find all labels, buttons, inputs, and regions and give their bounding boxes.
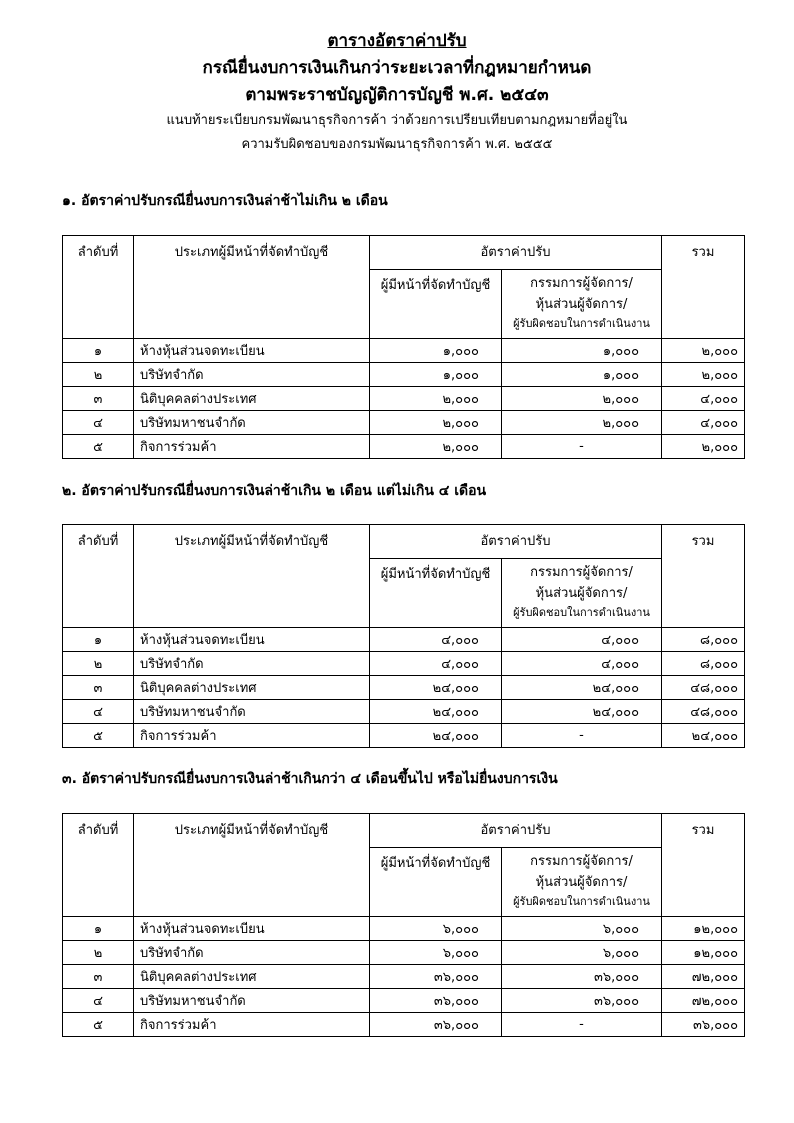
cell-no: ๔ xyxy=(63,700,134,724)
cell-owner-fine: ๒,๐๐๐ xyxy=(370,411,502,435)
cell-total: ๔๘,๐๐๐ xyxy=(662,700,745,724)
cell-total: ๑๒,๐๐๐ xyxy=(662,917,745,941)
cell-no: ๔ xyxy=(63,989,134,1013)
table-row xyxy=(63,628,745,652)
document-subtitle-1: กรณียื่นงบการเงินเกินกว่าระยะเวลาที่กฎหมายกำหนด xyxy=(202,58,592,78)
cell-director-fine: ๓๖,๐๐๐ xyxy=(502,989,662,1013)
table-row xyxy=(63,700,745,724)
table-row xyxy=(63,724,745,748)
cell-total: ๒๔,๐๐๐ xyxy=(662,724,745,748)
col-header-director-line2: หุ้นส่วนผู้จัดการ/ xyxy=(535,297,628,312)
cell-owner-fine: ๒๔,๐๐๐ xyxy=(370,724,502,748)
cell-type: บริษัทจำกัด xyxy=(134,941,370,965)
cell-no: ๕ xyxy=(63,724,134,748)
cell-owner-fine: ๑,๐๐๐ xyxy=(370,363,502,387)
cell-total: ๗๒,๐๐๐ xyxy=(662,965,745,989)
cell-no: ๑ xyxy=(63,339,134,363)
table-row xyxy=(63,435,745,459)
col-header-director-line3: ผู้รับผิดชอบในการดำเนินงาน xyxy=(513,317,650,330)
col-header-director xyxy=(502,270,662,339)
cell-no: ๓ xyxy=(63,387,134,411)
cell-no: ๑ xyxy=(63,917,134,941)
cell-type: นิติบุคคลต่างประเทศ xyxy=(134,387,370,411)
cell-owner-fine: ๓๖,๐๐๐ xyxy=(370,965,502,989)
cell-total: ๒,๐๐๐ xyxy=(662,435,745,459)
cell-owner-fine: ๑,๐๐๐ xyxy=(370,339,502,363)
cell-director-fine: ๒๔,๐๐๐ xyxy=(502,700,662,724)
col-header-no: ลำดับที่ xyxy=(63,525,134,628)
document-subtitle-2: ตามพระราชบัญญัติการบัญชี พ.ศ. ๒๕๔๓ xyxy=(245,85,549,105)
table-row xyxy=(63,652,745,676)
cell-owner-fine: ๔,๐๐๐ xyxy=(370,652,502,676)
col-header-director-line3: ผู้รับผิดชอบในการดำเนินงาน xyxy=(513,895,650,908)
table-row xyxy=(63,363,745,387)
cell-owner-fine: ๔,๐๐๐ xyxy=(370,628,502,652)
cell-director-fine: ๔,๐๐๐ xyxy=(502,652,662,676)
cell-no: ๑ xyxy=(63,628,134,652)
document-title: ตารางอัตราค่าปรับ xyxy=(327,31,467,51)
table-row xyxy=(63,339,745,363)
cell-total: ๔,๐๐๐ xyxy=(662,411,745,435)
fine-table-1 xyxy=(62,235,745,459)
col-header-owner: ผู้มีหน้าที่จัดทำบัญชี xyxy=(370,848,502,917)
table-row xyxy=(63,411,745,435)
cell-owner-fine: ๖,๐๐๐ xyxy=(370,917,502,941)
cell-director-fine: ๑,๐๐๐ xyxy=(502,363,662,387)
cell-director-fine: - xyxy=(502,1013,662,1037)
cell-owner-fine: ๖,๐๐๐ xyxy=(370,941,502,965)
col-header-fine: อัตราค่าปรับ xyxy=(370,236,662,270)
cell-total: ๓๖,๐๐๐ xyxy=(662,1013,745,1037)
cell-owner-fine: ๓๖,๐๐๐ xyxy=(370,1013,502,1037)
cell-type: บริษัทมหาชนจำกัด xyxy=(134,411,370,435)
cell-owner-fine: ๒,๐๐๐ xyxy=(370,435,502,459)
col-header-total: รวม xyxy=(662,814,745,917)
cell-director-fine: ๖,๐๐๐ xyxy=(502,917,662,941)
cell-type: บริษัทมหาชนจำกัด xyxy=(134,700,370,724)
cell-no: ๒ xyxy=(63,652,134,676)
document-note-2: ความรับผิดชอบของกรมพัฒนาธุรกิจการค้า พ.ศ. ๒๕๕๕ xyxy=(241,137,553,152)
col-header-director-line1: กรรมการผู้จัดการ/ xyxy=(530,276,633,291)
cell-no: ๕ xyxy=(63,1013,134,1037)
cell-total: ๗๒,๐๐๐ xyxy=(662,989,745,1013)
col-header-type: ประเภทผู้มีหน้าที่จัดทำบัญชี xyxy=(134,525,370,628)
table-row xyxy=(63,941,745,965)
cell-no: ๕ xyxy=(63,435,134,459)
cell-director-fine: - xyxy=(502,724,662,748)
fine-table-2 xyxy=(62,524,745,748)
cell-director-fine: ๑,๐๐๐ xyxy=(502,339,662,363)
cell-director-fine: ๖,๐๐๐ xyxy=(502,941,662,965)
cell-total: ๘,๐๐๐ xyxy=(662,652,745,676)
cell-no: ๒ xyxy=(63,941,134,965)
cell-no: ๒ xyxy=(63,363,134,387)
cell-no: ๔ xyxy=(63,411,134,435)
cell-director-fine: ๒๔,๐๐๐ xyxy=(502,676,662,700)
cell-type: กิจการร่วมค้า xyxy=(134,724,370,748)
cell-owner-fine: ๓๖,๐๐๐ xyxy=(370,989,502,1013)
cell-type: บริษัทจำกัด xyxy=(134,652,370,676)
col-header-director xyxy=(502,848,662,917)
cell-no: ๓ xyxy=(63,676,134,700)
cell-total: ๘,๐๐๐ xyxy=(662,628,745,652)
col-header-no: ลำดับที่ xyxy=(63,814,134,917)
cell-no: ๓ xyxy=(63,965,134,989)
table-row xyxy=(63,965,745,989)
col-header-fine: อัตราค่าปรับ xyxy=(370,814,662,848)
cell-director-fine: ๒,๐๐๐ xyxy=(502,387,662,411)
cell-type: กิจการร่วมค้า xyxy=(134,435,370,459)
cell-type: นิติบุคคลต่างประเทศ xyxy=(134,965,370,989)
col-header-no: ลำดับที่ xyxy=(63,236,134,339)
table-row xyxy=(63,1013,745,1037)
cell-type: ห้างหุ้นส่วนจดทะเบียน xyxy=(134,917,370,941)
section-2-heading: ๒. อัตราค่าปรับกรณียื่นงบการเงินล่าช้าเกิน ๒ เดือน แต่ไม่เกิน ๔ เดือน xyxy=(62,483,487,499)
fine-table-3 xyxy=(62,813,745,1037)
cell-director-fine: ๓๖,๐๐๐ xyxy=(502,965,662,989)
col-header-type: ประเภทผู้มีหน้าที่จัดทำบัญชี xyxy=(134,236,370,339)
cell-type: ห้างหุ้นส่วนจดทะเบียน xyxy=(134,628,370,652)
col-header-director-line3: ผู้รับผิดชอบในการดำเนินงาน xyxy=(513,606,650,619)
title-block xyxy=(0,28,794,157)
cell-director-fine: - xyxy=(502,435,662,459)
cell-director-fine: ๒,๐๐๐ xyxy=(502,411,662,435)
col-header-director-line1: กรรมการผู้จัดการ/ xyxy=(530,854,633,869)
col-header-total: รวม xyxy=(662,236,745,339)
cell-total: ๒,๐๐๐ xyxy=(662,339,745,363)
col-header-type: ประเภทผู้มีหน้าที่จัดทำบัญชี xyxy=(134,814,370,917)
document-note-1: แนบท้ายระเบียบกรมพัฒนาธุรกิจการค้า ว่าด้วยการเปรียบเทียบตามกฎหมายที่อยู่ใน xyxy=(166,113,628,128)
col-header-fine: อัตราค่าปรับ xyxy=(370,525,662,559)
table-row xyxy=(63,676,745,700)
cell-total: ๒,๐๐๐ xyxy=(662,363,745,387)
cell-type: กิจการร่วมค้า xyxy=(134,1013,370,1037)
col-header-director-line1: กรรมการผู้จัดการ/ xyxy=(530,565,633,580)
table-row xyxy=(63,387,745,411)
cell-type: บริษัทมหาชนจำกัด xyxy=(134,989,370,1013)
col-header-owner: ผู้มีหน้าที่จัดทำบัญชี xyxy=(370,559,502,628)
table-row xyxy=(63,989,745,1013)
section-3-heading: ๓. อัตราค่าปรับกรณียื่นงบการเงินล่าช้าเกินกว่า ๔ เดือนขึ้นไป หรือไม่ยื่นงบการเงิน xyxy=(62,771,558,787)
col-header-director xyxy=(502,559,662,628)
cell-type: บริษัทจำกัด xyxy=(134,363,370,387)
col-header-owner: ผู้มีหน้าที่จัดทำบัญชี xyxy=(370,270,502,339)
cell-director-fine: ๔,๐๐๐ xyxy=(502,628,662,652)
cell-owner-fine: ๒๔,๐๐๐ xyxy=(370,676,502,700)
cell-owner-fine: ๒๔,๐๐๐ xyxy=(370,700,502,724)
section-1-heading: ๑. อัตราค่าปรับกรณียื่นงบการเงินล่าช้าไม่เกิน ๒ เดือน xyxy=(62,193,388,209)
col-header-total: รวม xyxy=(662,525,745,628)
cell-total: ๑๒,๐๐๐ xyxy=(662,941,745,965)
col-header-director-line2: หุ้นส่วนผู้จัดการ/ xyxy=(535,586,628,601)
cell-total: ๔๘,๐๐๐ xyxy=(662,676,745,700)
cell-type: ห้างหุ้นส่วนจดทะเบียน xyxy=(134,339,370,363)
table-row xyxy=(63,917,745,941)
cell-total: ๔,๐๐๐ xyxy=(662,387,745,411)
cell-type: นิติบุคคลต่างประเทศ xyxy=(134,676,370,700)
col-header-director-line2: หุ้นส่วนผู้จัดการ/ xyxy=(535,875,628,890)
cell-owner-fine: ๒,๐๐๐ xyxy=(370,387,502,411)
